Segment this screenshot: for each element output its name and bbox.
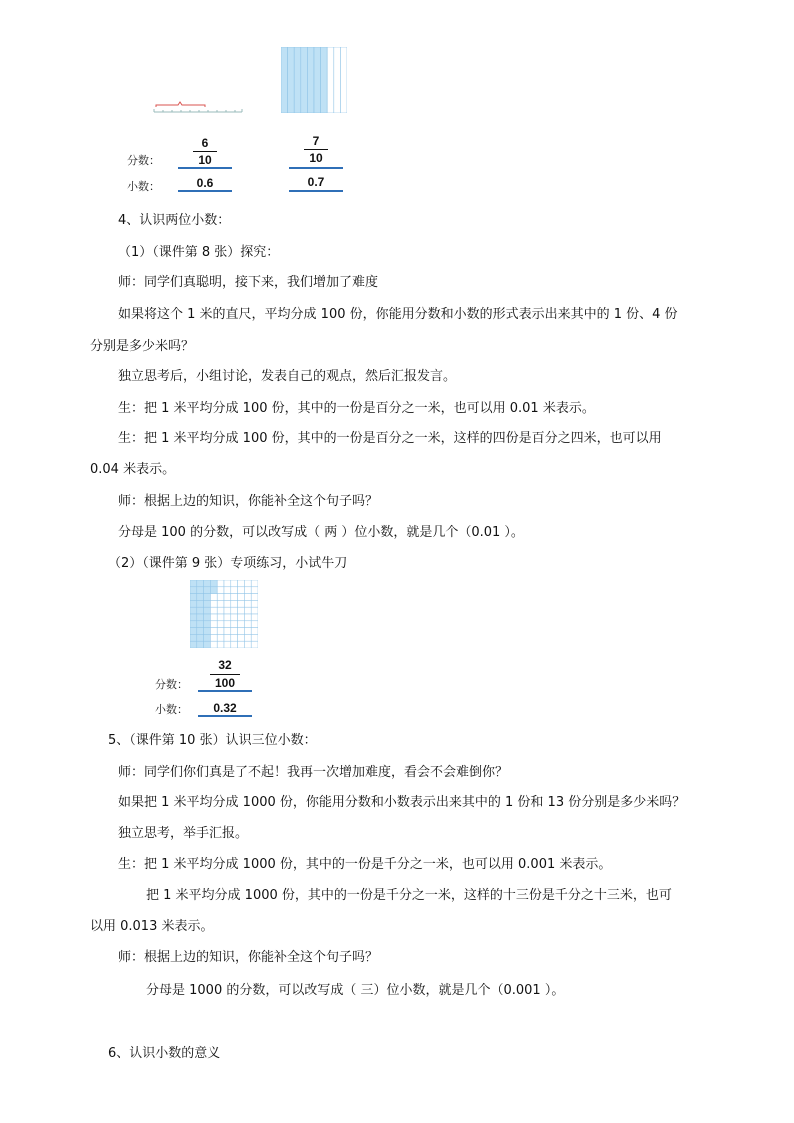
grid-cell bbox=[197, 641, 204, 648]
grid-cell bbox=[251, 621, 258, 628]
grid-cell bbox=[210, 580, 217, 587]
decimal-label-mid: 小数： bbox=[155, 703, 188, 716]
grid-cell bbox=[190, 600, 197, 607]
subheading-practice: （2）（课件第 9 张）专项练习，小试牛刀 bbox=[108, 556, 348, 571]
instruction-line: 独立思考后，小组讨论，发表自己的观点，然后汇报发言。 bbox=[118, 369, 457, 384]
teacher-challenge: 师：同学们你们真是了不起！我再一次增加难度，看会不会难倒你？ bbox=[118, 765, 509, 780]
grid-column bbox=[321, 47, 328, 113]
grid-cell bbox=[224, 628, 231, 635]
grid-cell bbox=[231, 621, 238, 628]
grid-cell bbox=[238, 621, 245, 628]
grid-cell bbox=[251, 587, 258, 594]
ruler-svg bbox=[150, 95, 245, 120]
answer-line-decimal-left bbox=[178, 190, 232, 192]
grid-cell bbox=[197, 614, 204, 621]
ruler-figure bbox=[150, 95, 245, 120]
grid-cell bbox=[204, 634, 211, 641]
grid-cell bbox=[190, 580, 197, 587]
grid-cell bbox=[244, 607, 251, 614]
grid-column bbox=[327, 47, 334, 113]
grid-cell bbox=[224, 641, 231, 648]
grid-column bbox=[301, 47, 308, 113]
student-answer-2-line-1: 生：把 1 米平均分成 100 份，其中的一份是百分之一米，这样的四份是百分之四米，也可以用 bbox=[118, 431, 662, 446]
grid-cell bbox=[224, 621, 231, 628]
subheading-explore: （1）（课件第 8 张）探究： bbox=[118, 245, 280, 260]
grid-cell bbox=[231, 580, 238, 587]
grid-column bbox=[307, 47, 314, 113]
decimal-mid: 0.32 bbox=[213, 701, 237, 715]
hundredths-grid bbox=[190, 580, 258, 648]
grid-cell bbox=[197, 628, 204, 635]
question-line-1: 如果将这个 1 米的直尺，平均分成 100 份，你能用分数和小数的形式表示出来其中的 1 份、4 份 bbox=[118, 307, 678, 322]
grid-cell bbox=[224, 587, 231, 594]
decimal-left: 0.6 bbox=[196, 176, 214, 190]
teacher-question-2: 师：根据上边的知识，你能补全这个句子吗？ bbox=[118, 950, 379, 965]
grid-cell bbox=[210, 600, 217, 607]
student-answer-4-line-2: 以用 0.013 米表示。 bbox=[90, 919, 214, 934]
grid-cell bbox=[217, 580, 224, 587]
grid-cell bbox=[204, 580, 211, 587]
grid-cell bbox=[217, 614, 224, 621]
tenths-grid-svg bbox=[281, 47, 347, 113]
grid-cell bbox=[251, 580, 258, 587]
grid-cell bbox=[244, 628, 251, 635]
grid-cell bbox=[238, 641, 245, 648]
grid-cell bbox=[238, 587, 245, 594]
denominator-right: 10 bbox=[309, 151, 323, 165]
grid-cell bbox=[217, 621, 224, 628]
grid-cell bbox=[190, 607, 197, 614]
grid-cell bbox=[190, 634, 197, 641]
student-answer-1: 生：把 1 米平均分成 100 份，其中的一份是百分之一米，也可以用 0.01 米表示。 bbox=[118, 401, 595, 416]
grid-cell bbox=[204, 641, 211, 648]
grid-cell bbox=[217, 641, 224, 648]
fill-in-sentence-100: 分母是 100 的分数，可以改写成（ 两 ）位小数，就是几个（0.01 ）。 bbox=[118, 525, 524, 540]
grid-cell bbox=[238, 628, 245, 635]
grid-cell bbox=[224, 614, 231, 621]
grid-cell bbox=[217, 607, 224, 614]
decimal-right: 0.7 bbox=[307, 175, 325, 189]
denominator-mid: 100 bbox=[214, 676, 236, 690]
grid-cell bbox=[210, 607, 217, 614]
fraction-label: 分数： bbox=[127, 154, 160, 167]
grid-cell bbox=[217, 628, 224, 635]
answer-line-fraction-right bbox=[289, 167, 343, 169]
grid-cell bbox=[251, 614, 258, 621]
grid-cell bbox=[190, 621, 197, 628]
grid-cell bbox=[190, 628, 197, 635]
heading-section-6: 6、认识小数的意义 bbox=[108, 1046, 221, 1061]
grid-cell bbox=[251, 607, 258, 614]
grid-cell bbox=[231, 607, 238, 614]
student-answer-2-line-2: 0.04 米表示。 bbox=[90, 462, 176, 477]
fraction-bar-left bbox=[193, 151, 217, 152]
grid-cell bbox=[210, 641, 217, 648]
grid-cell bbox=[217, 594, 224, 601]
grid-cell bbox=[238, 600, 245, 607]
grid-cell bbox=[204, 600, 211, 607]
grid-cell bbox=[231, 614, 238, 621]
grid-cell bbox=[224, 600, 231, 607]
grid-cell bbox=[224, 594, 231, 601]
grid-cell bbox=[197, 594, 204, 601]
question-1000: 如果把 1 米平均分成 1000 份，你能用分数和小数表示出来其中的 1 份和 13 份分别是多少米吗？ bbox=[118, 795, 686, 810]
grid-cell bbox=[210, 594, 217, 601]
heading-section-4: 4、认识两位小数： bbox=[118, 213, 231, 228]
tenths-grid bbox=[281, 47, 347, 113]
grid-cell bbox=[244, 580, 251, 587]
grid-cell bbox=[197, 634, 204, 641]
grid-cell bbox=[217, 634, 224, 641]
student-answer-3: 生：把 1 米平均分成 1000 份，其中的一份是千分之一米，也可以用 0.001 米表示。 bbox=[118, 857, 612, 872]
answer-line-decimal-right bbox=[289, 190, 343, 192]
grid-cell bbox=[231, 594, 238, 601]
grid-cell bbox=[251, 600, 258, 607]
grid-cell bbox=[244, 587, 251, 594]
grid-cell bbox=[217, 600, 224, 607]
grid-cell bbox=[210, 587, 217, 594]
grid-cell bbox=[224, 607, 231, 614]
grid-cell bbox=[238, 580, 245, 587]
teacher-question: 师：根据上边的知识，你能补全这个句子吗？ bbox=[118, 494, 379, 509]
grid-column bbox=[294, 47, 301, 113]
grid-cell bbox=[244, 614, 251, 621]
grid-cell bbox=[251, 628, 258, 635]
grid-cell bbox=[244, 634, 251, 641]
question-line-2: 分别是多少米吗？ bbox=[90, 339, 195, 354]
grid-cell bbox=[224, 634, 231, 641]
grid-cell bbox=[210, 628, 217, 635]
grid-cell bbox=[224, 580, 231, 587]
grid-cell bbox=[238, 614, 245, 621]
grid-cell bbox=[238, 634, 245, 641]
grid-cell bbox=[197, 621, 204, 628]
grid-cell bbox=[231, 587, 238, 594]
grid-cell bbox=[244, 600, 251, 607]
grid-cell bbox=[197, 607, 204, 614]
grid-cell bbox=[210, 614, 217, 621]
grid-column bbox=[334, 47, 341, 113]
heading-section-5: 5、（课件第 10 张）认识三位小数： bbox=[108, 733, 317, 748]
grid-cell bbox=[204, 594, 211, 601]
fill-in-sentence-1000: 分母是 1000 的分数，可以改写成（ 三）位小数，就是几个（0.001 ）。 bbox=[146, 983, 565, 998]
grid-cell bbox=[204, 628, 211, 635]
decimal-label: 小数： bbox=[127, 180, 160, 193]
grid-cell bbox=[251, 634, 258, 641]
instruction-report: 独立思考，举手汇报。 bbox=[118, 826, 249, 841]
answer-line-decimal-mid bbox=[198, 715, 252, 717]
grid-cell bbox=[238, 594, 245, 601]
grid-cell bbox=[204, 607, 211, 614]
grid-cell bbox=[197, 600, 204, 607]
numerator-mid: 32 bbox=[218, 658, 232, 672]
fraction-label-mid: 分数： bbox=[155, 678, 188, 691]
grid-column bbox=[281, 47, 288, 113]
grid-cell bbox=[244, 621, 251, 628]
grid-cell bbox=[197, 587, 204, 594]
fraction-bar-right bbox=[304, 149, 328, 150]
grid-cell bbox=[190, 641, 197, 648]
fraction-bar-mid bbox=[210, 674, 240, 675]
student-answer-4-line-1: 把 1 米平均分成 1000 份，其中的一份是千分之一米，这样的十三份是千分之十三米，也可 bbox=[146, 888, 672, 903]
grid-cell bbox=[190, 614, 197, 621]
grid-cell bbox=[231, 634, 238, 641]
answer-line-fraction-mid bbox=[198, 690, 252, 692]
grid-cell bbox=[231, 600, 238, 607]
grid-cell bbox=[190, 587, 197, 594]
grid-column bbox=[340, 47, 347, 113]
grid-cell bbox=[197, 580, 204, 587]
denominator-left: 10 bbox=[198, 153, 212, 167]
hundredths-grid-svg bbox=[190, 580, 258, 648]
grid-cell bbox=[210, 621, 217, 628]
grid-cell bbox=[210, 634, 217, 641]
grid-cell bbox=[204, 614, 211, 621]
teacher-line: 师：同学们真聪明，接下来，我们增加了难度 bbox=[118, 275, 379, 290]
grid-cell bbox=[231, 641, 238, 648]
grid-column bbox=[314, 47, 321, 113]
grid-cell bbox=[244, 594, 251, 601]
answer-line-fraction-left bbox=[178, 167, 232, 169]
grid-cell bbox=[217, 587, 224, 594]
grid-column bbox=[288, 47, 295, 113]
grid-cell bbox=[190, 594, 197, 601]
grid-cell bbox=[204, 621, 211, 628]
grid-cell bbox=[251, 641, 258, 648]
numerator-right: 7 bbox=[312, 134, 320, 148]
grid-cell bbox=[204, 587, 211, 594]
grid-cell bbox=[244, 641, 251, 648]
grid-cell bbox=[251, 594, 258, 601]
grid-cell bbox=[238, 607, 245, 614]
grid-cell bbox=[231, 628, 238, 635]
numerator-left: 6 bbox=[201, 136, 209, 150]
